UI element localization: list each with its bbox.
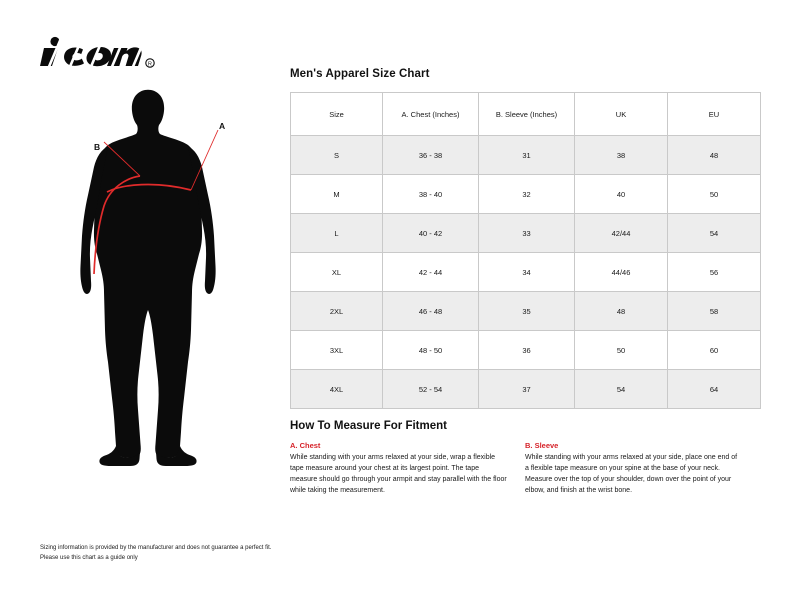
- cell-sleeve: 36: [479, 331, 575, 370]
- cell-uk: 42/44: [575, 214, 668, 253]
- body-silhouette-figure: [60, 80, 260, 480]
- cell-uk: 38: [575, 136, 668, 175]
- cell-chest: 38 - 40: [383, 175, 479, 214]
- size-chart-table: [290, 92, 761, 409]
- cell-chest: 40 - 42: [383, 214, 479, 253]
- how-to-measure-title: How To Measure For Fitment: [290, 420, 447, 432]
- table-row: [291, 331, 761, 370]
- svg-text:R: R: [148, 61, 152, 68]
- disclaimer-line-1: Sizing information is provided by the manufacturer and does not guarantee a perfect fit.: [40, 545, 272, 551]
- how-to-measure-chest: [290, 441, 507, 496]
- cell-size: 3XL: [291, 331, 383, 370]
- cell-eu: 60: [668, 331, 761, 370]
- cell-size: S: [291, 136, 383, 175]
- how-to-measure-section: [290, 420, 760, 496]
- column-header-sleeve: B. Sleeve (Inches): [479, 93, 575, 136]
- icon-wordmark-logo: [40, 36, 170, 70]
- table-row: [291, 253, 761, 292]
- cell-sleeve: 32: [479, 175, 575, 214]
- brand-logo: [40, 36, 170, 70]
- cell-chest: 46 - 48: [383, 292, 479, 331]
- cell-eu: 50: [668, 175, 761, 214]
- table-row: [291, 136, 761, 175]
- cell-sleeve: 34: [479, 253, 575, 292]
- cell-sleeve: 33: [479, 214, 575, 253]
- cell-eu: 48: [668, 136, 761, 175]
- cell-uk: 40: [575, 175, 668, 214]
- table-row: [291, 214, 761, 253]
- cell-chest: 48 - 50: [383, 331, 479, 370]
- column-header-uk: UK: [575, 93, 668, 136]
- cell-chest: 52 - 54: [383, 370, 479, 409]
- disclaimer-line-2: Please use this chart as a guide only: [40, 555, 138, 562]
- cell-size: M: [291, 175, 383, 214]
- how-to-measure-chest-heading: A. Chest: [290, 441, 321, 450]
- page-title: Men's Apparel Size Chart: [290, 68, 430, 80]
- cell-size: XL: [291, 253, 383, 292]
- cell-eu: 56: [668, 253, 761, 292]
- callout-label-b: B: [94, 142, 101, 152]
- how-to-measure-sleeve-body: While standing with your arms relaxed at your side, place one end of a flexible tape measure on your spine at the base of your neck. Measure over the top of your shoulder, down over the point of your elbow, and finish at the wrist bone.: [525, 454, 738, 494]
- cell-size: 2XL: [291, 292, 383, 331]
- column-header-eu: EU: [668, 93, 761, 136]
- cell-eu: 58: [668, 292, 761, 331]
- column-header-size: Size: [291, 93, 383, 136]
- cell-sleeve: 37: [479, 370, 575, 409]
- cell-uk: 44/46: [575, 253, 668, 292]
- cell-uk: 50: [575, 331, 668, 370]
- cell-size: 4XL: [291, 370, 383, 409]
- cell-eu: 64: [668, 370, 761, 409]
- cell-chest: 36 - 38: [383, 136, 479, 175]
- table-row: [291, 370, 761, 409]
- table-body: [291, 136, 761, 409]
- how-to-measure-sleeve: [525, 441, 742, 496]
- column-header-chest: A. Chest (Inches): [383, 93, 479, 136]
- callout-label-a: A: [219, 121, 226, 131]
- how-to-measure-chest-body: While standing with your arms relaxed at your side, wrap a flexible tape measure around your chest at its largest point. The tape measure should go through your armpit and stay parallel with the floor while taking the measurement.: [290, 454, 507, 494]
- how-to-measure-sleeve-heading: B. Sleeve: [525, 441, 559, 450]
- cell-sleeve: 31: [479, 136, 575, 175]
- cell-sleeve: 35: [479, 292, 575, 331]
- table-header: [291, 93, 761, 136]
- table-row: [291, 175, 761, 214]
- cell-uk: 54: [575, 370, 668, 409]
- cell-size: L: [291, 214, 383, 253]
- table-row: [291, 292, 761, 331]
- disclaimer-footer: [40, 543, 460, 563]
- cell-eu: 54: [668, 214, 761, 253]
- cell-chest: 42 - 44: [383, 253, 479, 292]
- table-header-row: [291, 93, 761, 136]
- cell-uk: 48: [575, 292, 668, 331]
- size-chart-section: [290, 68, 760, 409]
